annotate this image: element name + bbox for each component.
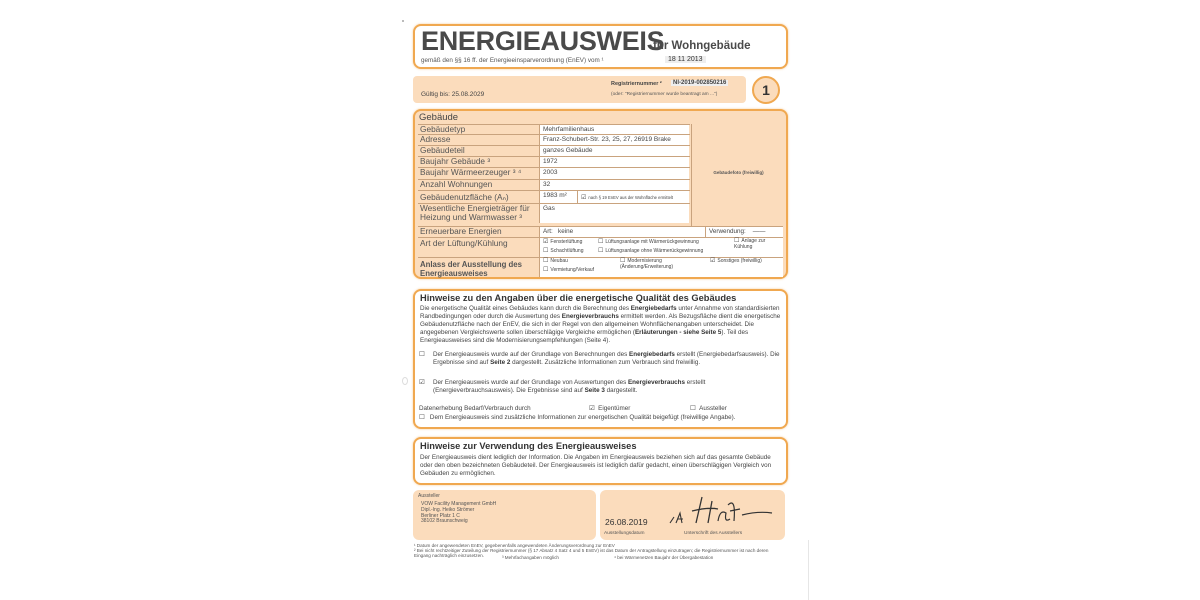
building-photo-placeholder xyxy=(691,124,785,226)
row-renewables xyxy=(418,226,783,237)
area-note: ☑ nach § 19 EnEV aus der Wohnfläche ermittelt xyxy=(577,191,689,203)
signature-panel xyxy=(600,490,785,540)
checkbox-icon[interactable]: ☐ xyxy=(543,258,549,264)
regulation-line: gemäß den §§ 16 ff. der Energieeinsparverordnung (EnEV) vom ¹ xyxy=(421,57,604,64)
footnote-2: ² Bei nicht rechtzeitiger Zuteilung der Registriernummer (§ 17 Absatz 4 Satz 4 und 5 EnEV) ist das Datum der Antragstellung einzutragen; die Registriernummer ist nach deren Eingang nachträglich einzusetzen. xyxy=(414,548,769,559)
checkbox-checked-icon[interactable]: ☑ xyxy=(710,258,716,264)
header-box xyxy=(413,24,788,69)
document-subtitle: für Wohngebäude xyxy=(653,40,751,52)
consumption-option-text: Der Energieausweis wurde auf der Grundlage von Auswertungen des Energieverbrauchs erstellt (Energieverbrauchsausweis). Die Ergebnisse sind auf Seite 3 dargestellt. xyxy=(433,379,706,394)
checkbox-icon[interactable]: ☐ xyxy=(543,248,549,254)
footnote-3: ³ Mehrfachangaben möglich xyxy=(502,555,559,560)
row-value: ganzes Gebäude xyxy=(539,146,689,156)
usage-notes-title: Hinweise zur Verwendung des Energieausweises xyxy=(420,441,637,451)
consumption-option-checkbox[interactable]: ☑ xyxy=(419,379,425,386)
row-energy-carriers xyxy=(418,203,690,223)
scan-mark xyxy=(402,20,404,22)
row-label: Gebäudeteil xyxy=(420,145,465,155)
row-year-built xyxy=(418,156,690,167)
option-cooling[interactable]: ☐ Anlage zur Kühlung xyxy=(734,238,766,250)
row-label: Gebäudetyp xyxy=(420,124,466,134)
row-address xyxy=(418,134,690,145)
row-value: 2003 xyxy=(539,168,689,179)
registration-label: Registriernummer ² xyxy=(611,81,662,87)
row-heater-year xyxy=(418,167,690,179)
registration-note: (oder: "Registriernummer wurde beantragt am ...") xyxy=(611,92,718,97)
occasion-options xyxy=(539,258,783,277)
page-edge xyxy=(808,540,809,600)
option-ventilation-with-recovery[interactable]: ☐ Lüftungsanlage mit Wärmerückgewinnung xyxy=(598,239,699,245)
row-label: Anlass der Ausstellung des Energieausweises xyxy=(420,260,522,278)
registration-number: NI-2019-002850216 xyxy=(673,80,727,86)
demand-option-checkbox[interactable]: ☐ xyxy=(419,351,425,358)
quality-notes-section xyxy=(413,289,788,429)
option-rent-sale[interactable]: ☐ Vermietung/Verkauf xyxy=(543,267,595,273)
issue-date: 26.08.2019 xyxy=(605,517,648,527)
building-section-title: Gebäude xyxy=(419,112,459,123)
page-number-badge: 1 xyxy=(752,76,780,104)
row-label: Wesentliche Energieträger für Heizung und Warmwasser ³ xyxy=(420,203,530,222)
valid-until: Gültig bis: 25.08.2029 xyxy=(421,91,485,98)
checkbox-icon[interactable]: ☐ xyxy=(734,238,740,244)
owner-option[interactable]: ☑ Eigentümer xyxy=(589,405,631,412)
building-section xyxy=(413,109,788,279)
checkbox-icon[interactable]: ☐ xyxy=(620,258,626,264)
row-value: 32 xyxy=(539,180,689,190)
row-label: Erneuerbare Energien xyxy=(420,226,502,236)
extra-info-option[interactable]: ☐ Dem Energieausweis sind zusätzliche Informationen zur energetischen Qualität beigefügt (freiwillige Angabe). xyxy=(419,414,736,421)
issuer-label: Aussteller xyxy=(418,493,440,499)
row-value: Franz-Schubert-Str. 23, 25, 27, 26919 Brake xyxy=(539,135,689,145)
checkbox-icon[interactable]: ☐ xyxy=(543,267,549,273)
issue-date-label: Ausstellungsdatum xyxy=(604,531,645,536)
option-window-ventilation[interactable]: ☑ Fensterlüftung xyxy=(543,239,583,245)
row-label: Baujahr Wärmeerzeuger ³ ⁴ xyxy=(420,167,522,177)
footnote-1: ¹ Datum der angewendeten EnEV, gegebenenfalls angewendeten Änderungsverordnung zur EnEV xyxy=(414,543,615,548)
signature-icon xyxy=(668,493,778,529)
checkbox-checked-icon[interactable]: ☑ xyxy=(589,405,595,412)
row-value: Gas xyxy=(539,204,689,223)
issuer-panel xyxy=(413,490,596,540)
row-value: 1983 m² xyxy=(539,191,577,203)
option-modernisation[interactable]: ☐ Modernisierung (Änderung/Erweiterung) xyxy=(620,258,674,270)
row-label: Anzahl Wohnungen xyxy=(420,179,493,189)
signature-label: Unterschrift des Ausstellers xyxy=(684,531,743,536)
punch-hole-mark xyxy=(402,377,408,385)
quality-notes-title: Hinweise zu den Angaben über die energetische Qualität des Gebäudes xyxy=(420,293,737,303)
demand-option-text: Der Energieausweis wurde auf der Grundlage von Berechnungen des Energiebedarfs erstellt (Energiebedarfsausweis). Die Ergebnisse sind auf Seite 2 dargestellt. Zusätzliche Informationen zum Verbrauch sind freiwillig. xyxy=(433,351,780,366)
checkbox-icon[interactable]: ☐ xyxy=(419,414,425,421)
data-collection-label: Datenerhebung Bedarf/Verbrauch durch xyxy=(419,405,531,412)
row-ventilation xyxy=(418,237,783,257)
renewable-use: Verwendung: —— xyxy=(705,227,783,237)
checkbox-icon[interactable]: ☐ xyxy=(598,248,604,254)
row-label: Art der Lüftung/Kühlung xyxy=(420,238,508,248)
renewable-type: Art: keine xyxy=(539,227,705,237)
checkbox-icon[interactable]: ☐ xyxy=(598,239,604,245)
row-value: 1972 xyxy=(539,157,689,167)
usage-notes-section xyxy=(413,437,788,485)
row-building-type xyxy=(418,124,690,134)
row-building-part xyxy=(418,145,690,156)
ventilation-options xyxy=(539,238,783,257)
option-ventilation-without-recovery[interactable]: ☐ Lüftungsanlage ohne Wärmerückgewinnung xyxy=(598,248,704,254)
footnote-4: ⁴ bei Wärmenetzen Baujahr der Übergabestation xyxy=(614,555,714,560)
usage-notes-text: Der Energieausweis dient lediglich der Information. Die Angaben im Energieausweis beziehen sich auf das gesamte Gebäude oder den oben bezeichneten Gebäudeteil. Der Energieausweis ist lediglich dafür gedacht, einen überschlägigen Vergleich von Gebäuden zu ermöglichen. xyxy=(420,454,772,477)
registration-bar xyxy=(413,76,746,103)
photo-label: Gebäudefoto (freiwillig) xyxy=(713,170,764,175)
checkbox-checked-icon[interactable]: ☑ xyxy=(543,239,549,245)
row-usable-area xyxy=(418,190,690,203)
row-label: Baujahr Gebäude ³ xyxy=(420,156,491,166)
row-apartments xyxy=(418,179,690,190)
checkbox-icon[interactable]: ☐ xyxy=(690,405,696,412)
row-label: Gebäudenutzfläche (Aₙ) xyxy=(420,192,509,202)
row-value: Mehrfamilienhaus xyxy=(539,125,689,134)
issuer-option[interactable]: ☐ Aussteller xyxy=(690,405,727,412)
checkbox-checked-icon[interactable]: ☑ xyxy=(581,195,587,201)
regulation-date: 18 11 2013 xyxy=(665,56,706,63)
row-occasion xyxy=(418,257,783,277)
quality-notes-paragraph: Die energetische Qualität eines Gebäudes kann durch die Berechnung des Energiebedarfs unter Annahme von standardisierten Randbedingungen oder durch die Auswertung des Energieverbrauchs ermittelt werden. Als Bezugsfläche dient die energetische Gebäudenutzfläche nach der EnEV, die sich in der Regel von den allgemeinen Wohnflächenangaben unterscheidet. Die angegebenen Vergleichswerte sollen überschlägige Vergleiche ermöglichen (Erläuterungen - siehe Seite 5). Teil des Energieausweises sind die Modernisierungsempfehlungen (Seite 4). xyxy=(420,305,781,344)
document-title: ENERGIEAUSWEIS xyxy=(421,26,665,56)
option-other[interactable]: ☑ Sonstiges (freiwillig) xyxy=(710,258,762,264)
row-label: Adresse xyxy=(420,134,451,144)
option-new-build[interactable]: ☐ Neubau xyxy=(543,258,568,264)
option-shaft-ventilation[interactable]: ☐ Schachtlüftung xyxy=(543,248,584,254)
issuer-address: VOW Facility Management GmbH Dipl.-Ing. Heiko Strömer Berliner Platz 1 C 38102 Braunschweig xyxy=(421,501,497,525)
